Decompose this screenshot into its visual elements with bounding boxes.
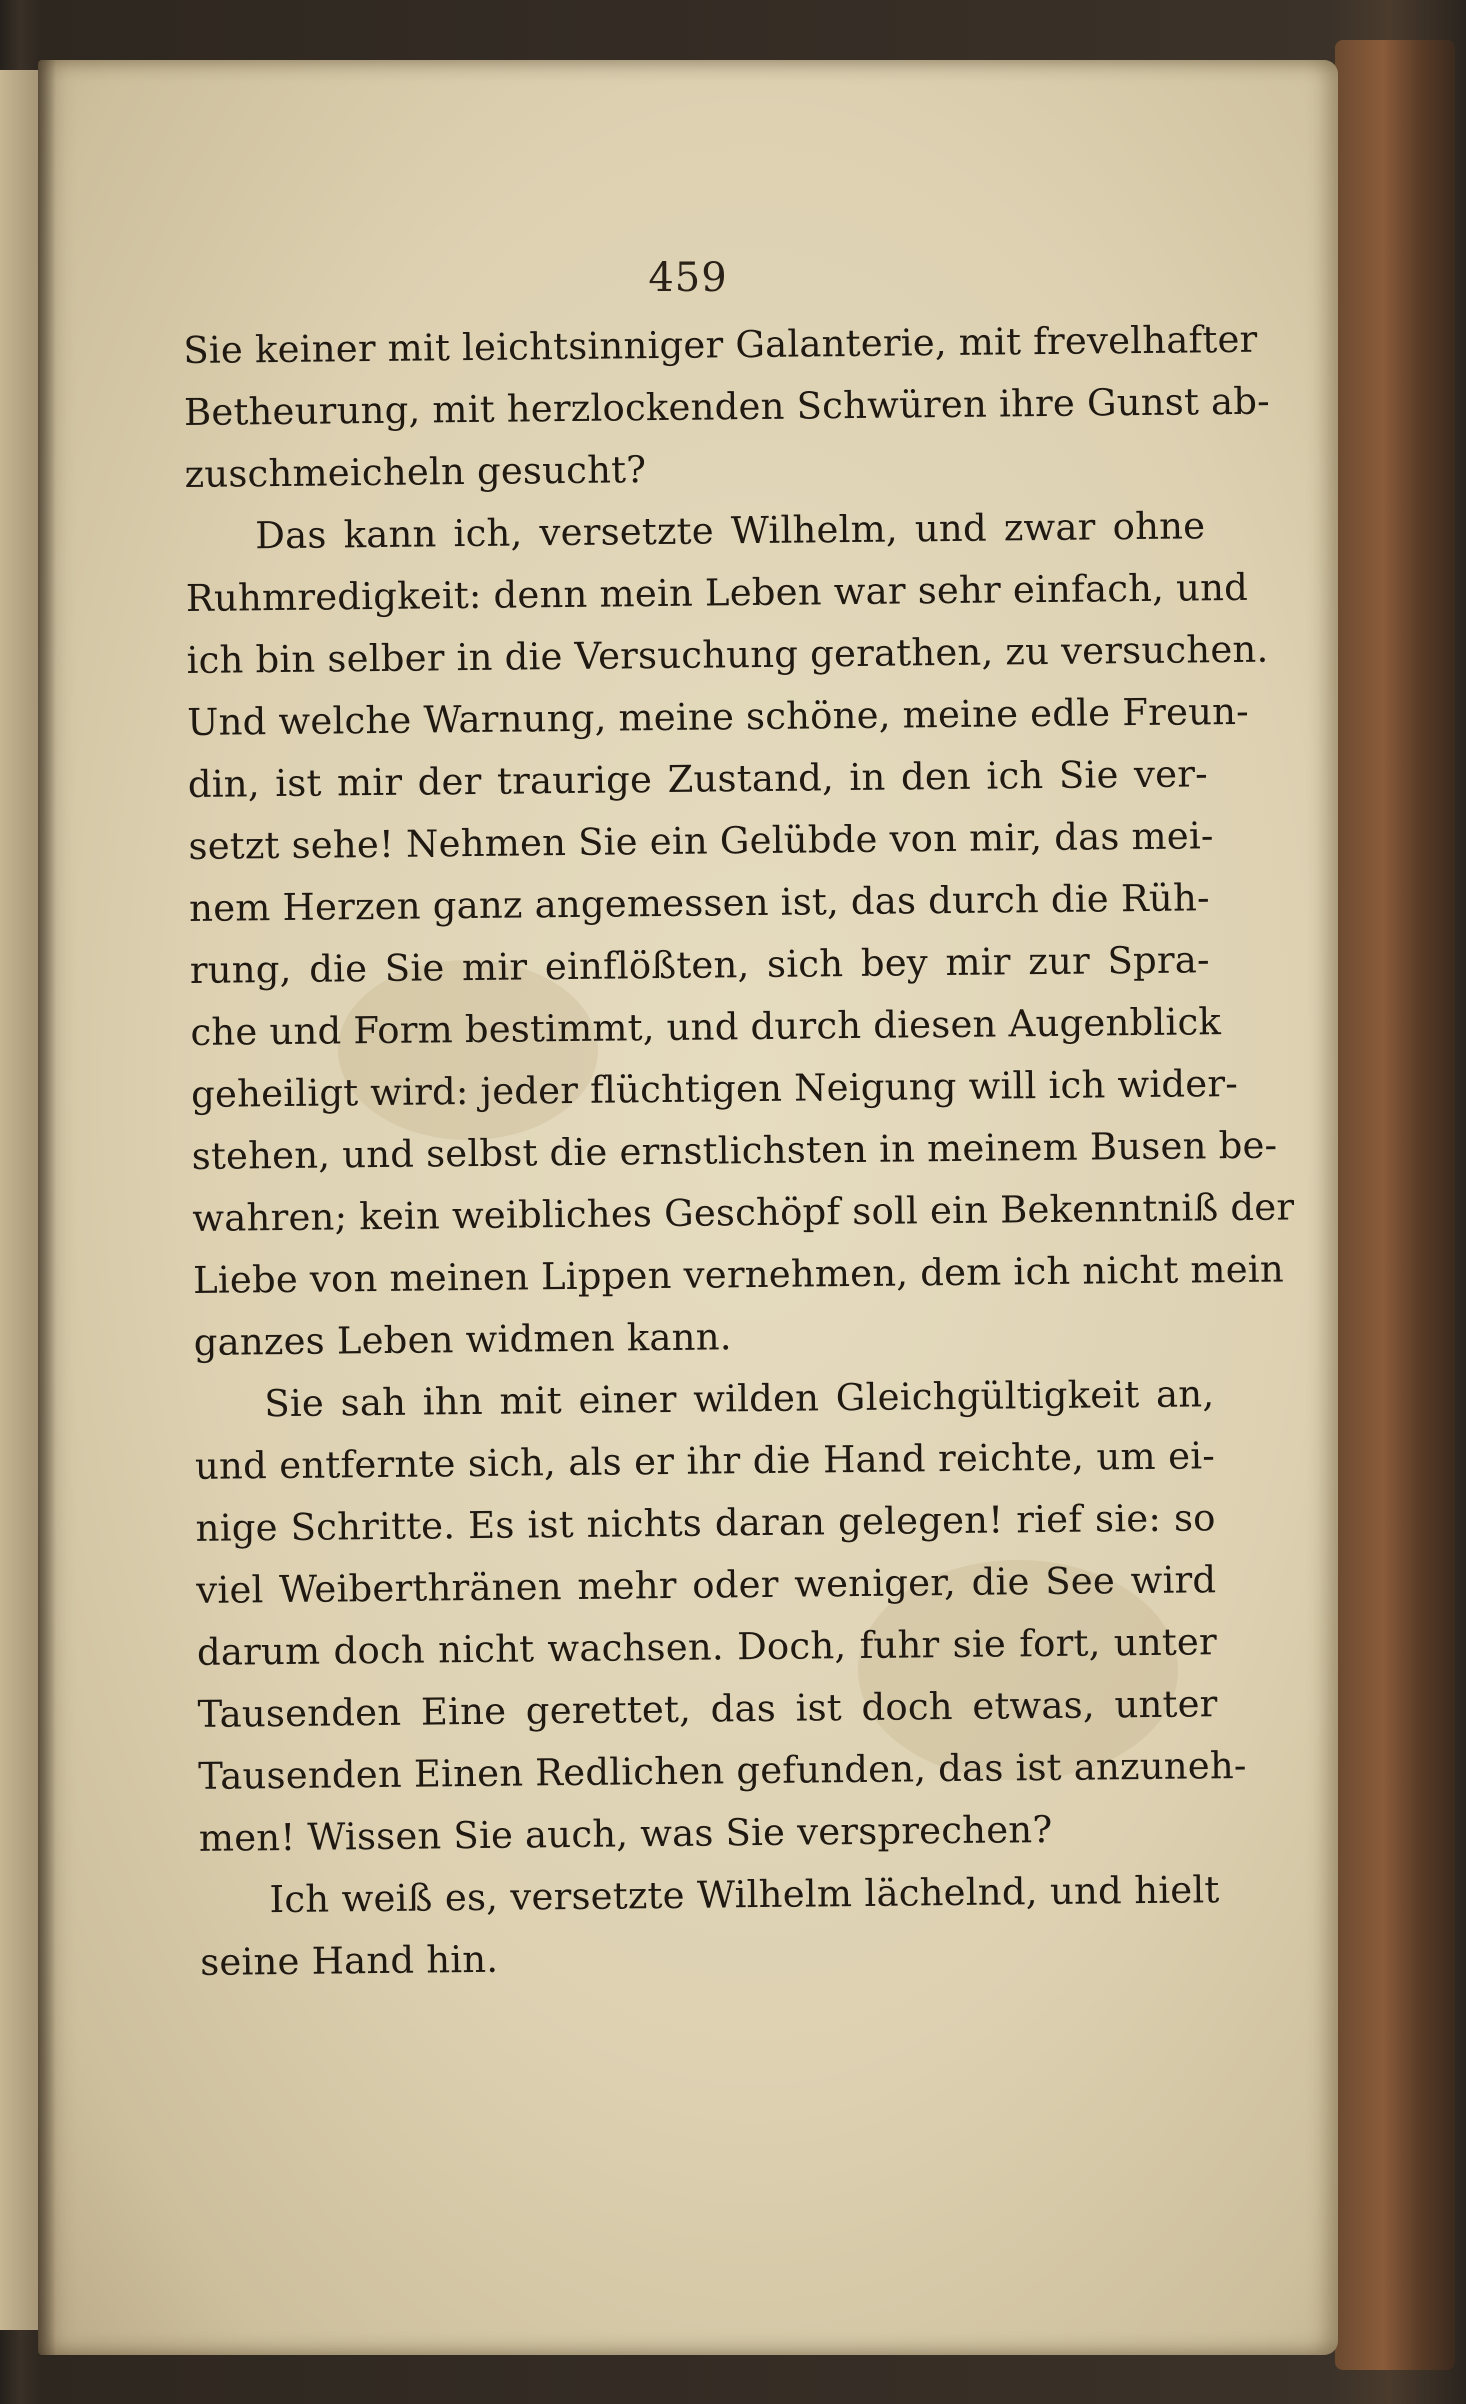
text-line: Sie keiner mit leichtsinniger Galanterie, mit frevelhafter <box>183 317 1258 372</box>
text-line: nem Herzen ganz angemessen ist, das durch die Rüh- <box>188 876 1210 930</box>
text-line: ich bin selber in die Versuchung gerathen, zu versuchen. <box>186 627 1269 682</box>
page-number: 459 <box>648 255 728 301</box>
text-line: wahren; kein weibliches Geschöpf soll ein Bekenntniß der <box>192 1185 1295 1240</box>
text-line: Und welche Warnung, meine schöne, meine edle Freun- <box>186 689 1250 744</box>
text-line: Tausenden Einen Redlichen gefunden, das ist anzuneh- <box>198 1743 1247 1798</box>
text-line: rung, die Sie mir einflößten, sich bey mir zur Spra- <box>189 938 1210 992</box>
text-line: din, ist mir der traurige Zustand, in den ich Sie ver- <box>187 752 1209 806</box>
text-line: viel Weiberthränen mehr oder weniger, die See wird <box>196 1558 1217 1612</box>
text-line: nige Schritte. Es ist nichts daran gelegen! rief sie: so <box>195 1496 1216 1550</box>
book-page <box>38 60 1338 2355</box>
page-gutter <box>38 60 56 2355</box>
text-line: darum doch nicht wachsen. Doch, fuhr sie fort, unter <box>196 1620 1218 1674</box>
text-line: stehen, und selbst die ernstlichsten in meinem Busen be- <box>191 1123 1278 1178</box>
book-cover-edge <box>1335 40 1455 2370</box>
body-text <box>183 309 1295 1994</box>
text-line: Sie sah ihn mit einer wilden Gleichgültigkeit an, <box>264 1372 1215 1426</box>
left-page-edge <box>0 70 40 2330</box>
text-line: Tausenden Eine gerettet, das ist doch etwas, unter <box>197 1682 1218 1736</box>
text-line: Ruhmredigkeit: denn mein Leben war sehr einfach, und <box>185 565 1249 620</box>
text-line: Betheurung, mit herzlockenden Schwüren ihre Gunst ab- <box>183 379 1271 434</box>
text-line: setzt sehe! Nehmen Sie ein Gelübde von mir, das mei- <box>188 814 1214 868</box>
text-line: geheiligt wird: jeder flüchtigen Neigung will ich wider- <box>190 1061 1239 1116</box>
text-line: ganzes Leben widmen kann. <box>193 1315 732 1364</box>
text-line: Das kann ich, versetzte Wilhelm, und zwar ohne <box>255 504 1206 558</box>
text-line: Ich weiß es, versetzte Wilhelm lächelnd, und hielt <box>269 1868 1220 1922</box>
text-line: men! Wissen Sie auch, was Sie versprechen? <box>198 1807 1053 1860</box>
text-line: und entfernte sich, als er ihr die Hand reichte, um ei- <box>194 1434 1216 1488</box>
text-line: seine Hand hin. <box>199 1937 499 1984</box>
text-line: che und Form bestimmt, und durch diesen Augenblick <box>190 1000 1222 1054</box>
text-line: Liebe von meinen Lippen vernehmen, dem ich nicht mein <box>192 1247 1285 1302</box>
text-line: zuschmeicheln gesucht? <box>184 448 647 496</box>
